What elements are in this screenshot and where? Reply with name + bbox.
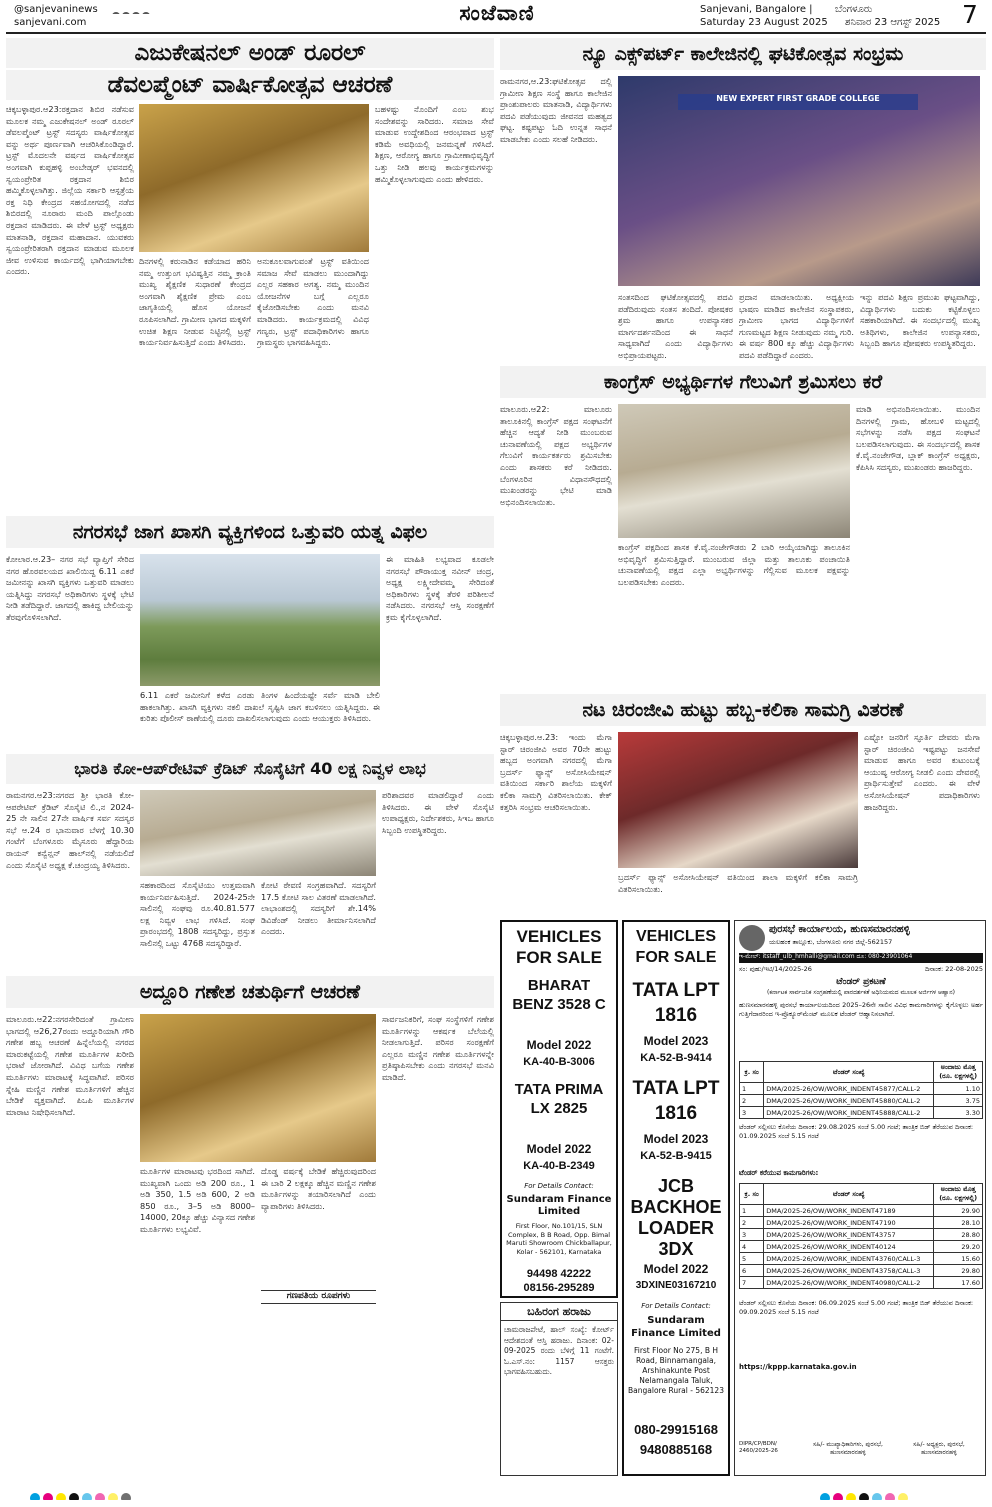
college-headline: ನ್ಯೂ ಎಕ್ಸ್‌ಪರ್ಟ್ ಕಾಲೇಜಿನಲ್ಲಿ ಘಟಿಕೋತ್ಸವ ಸಂಭ್ರಮ xyxy=(500,38,986,70)
college-article xyxy=(500,36,986,414)
tender-table-row xyxy=(740,1095,983,1107)
yellow-dot xyxy=(898,1493,908,1500)
ad1-item2-reg: KA-40-B-2349 xyxy=(523,1160,595,1172)
municipal-body-col3: ಈ ಮಾಹಿತಿ ಲಭ್ಯವಾದ ಕೂಡಲೇ ನಗರಸಭೆ ಪೌರಾಯುಕ್ತ ನವೀನ್ ಚಂದ್ರ, ಅಧ್ಯಕ್ಷ ಲಕ್ಷ್ಮೀದೇವಮ್ಮ ಸೇರಿದಂತೆ ಅಧಿಕಾರಿಗಳು ಸ್ಥಳಕ್ಕೆ ತೆರಳಿ ಪರಿಶೀಲನೆ ನಡೆಸಿದರು. ನಗರಸಭೆ ಆಸ್ತಿ ಸಂರಕ್ಷಣೆಗೆ ಕ್ರಮ ಕೈಗೊಳ್ಳಲಾಗಿದೆ. xyxy=(386,554,494,622)
tender-cell-no: 5 xyxy=(740,1253,764,1265)
chiranjeevi-headline: ನಟ ಚಿರಂಜೀವಿ ಹುಟ್ಟು ಹಬ್ಬ-ಕಲಿಕಾ ಸಾಮಗ್ರಿ ವಿತರಣೆ xyxy=(500,694,986,726)
ad2-contact-label: For Details Contact: xyxy=(641,1302,711,1310)
college-body-col3: ಪ್ರದಾನ ಮಾಡಲಾಯಿತು. ಅಧ್ಯಕ್ಷೀಯ ಭಾಷಣ ಮಾಡಿದ ಕಾಲೇಜಿನ ಸಂಸ್ಥಾಪಕರು, ಗ್ರಾಮೀಣ ಭಾಗದ ವಿದ್ಯಾರ್ಥಿಗಳಿಗೆ ಗುಣಮಟ್ಟದ ಶಿಕ್ಷಣ ನೀಡುವುದು ನಮ್ಮ ಗುರಿ. ಈ ವರ್ಷ 800 ಕ್ಕೂ ಹೆಚ್ಚು ವಿದ್ಯಾರ್ಥಿಗಳು ಪದವಿ ಪಡೆದಿದ್ದಾರೆ ಎಂದರು. xyxy=(739,292,854,360)
ad1-item1-reg: KA-40-B-3006 xyxy=(523,1056,595,1068)
cyan-dot xyxy=(820,1493,830,1500)
x-icon[interactable] xyxy=(132,12,140,14)
magenta-dot xyxy=(833,1493,843,1500)
tender-cell-no: 4 xyxy=(740,1241,764,1253)
tender-cell-amt: 15.60 xyxy=(934,1253,983,1265)
tender-email: ಇ-ಮೇಲ್: itstaff_ulb_hmhalli@gmail.com ದೂ: 080-23901064 xyxy=(739,953,983,963)
tender-cell-amt: 29.90 xyxy=(934,1205,983,1217)
cyan-dot xyxy=(872,1493,882,1500)
cyan-dot xyxy=(82,1493,92,1500)
ganesha-body-col2: ಮೂರ್ತಿಗಳ ಮಾರಾಟವು ಭರದಿಂದ ಸಾಗಿದೆ. ಮುಖ್ಯವಾಗಿ ಒಂದು ಅಡಿ 200 ರೂ., 1 ಅಡಿ 350, 1.5 ಅಡಿ 600, 2 ಅಡಿ 850 ರೂ., 3–5 ಅಡಿ 8000–14000, 20ಕ್ಕೂ ಹೆಚ್ಚು ವಿನ್ಯಾಸದ ಗಣೇಶ ಮೂರ್ತಿಗಳು ಲಭ್ಯವಿವೆ. xyxy=(140,1166,255,1234)
tender-cell-no: 3 xyxy=(740,1107,764,1119)
bharathi-body-col2: ಸಹಕಾರದಿಂದ ಸೊಸೈಟಿಯು ಉತ್ತಮವಾಗಿ ಕಾರ್ಯನಿರ್ವಹಿಸುತ್ತಿದೆ. 2024-25ನೇ ಸಾಲಿನಲ್ಲಿ ಸಂಘವು ರೂ.40.81.577 ಲಕ್ಷ ನಿವ್ವಳ ಲಾಭ ಗಳಿಸಿದೆ. ಸಂಘ ಪ್ರಾರಂಭದಲ್ಲಿ 1808 ಸದಸ್ಯರಿದ್ದು, ಪ್ರಸ್ತುತ ಸಾಲಿನಲ್ಲಿ ಒಟ್ಟು 4768 ಸದಸ್ಯರಿದ್ದಾರೆ. xyxy=(140,880,255,948)
tender-cell-no: 2 xyxy=(740,1217,764,1229)
tender-cell-amt: 29.80 xyxy=(934,1265,983,1277)
tender-ref: ಸಂ: ಪುಹು/ಇಟಿ/14/2025-26 xyxy=(739,965,812,973)
page-header xyxy=(0,0,992,30)
tender-table1-dates: ಟೆಂಡರ್ ಸಲ್ಲಿಸಲು ಕೊನೆಯ ದಿನಾಂಕ: 29.08.2025 ಸಂಜೆ 5.00 ಗಂಟೆ; ತಾಂತ್ರಿಕ ಬಿಡ್ ತೆರೆಯುವ ದಿನಾಂಕ: 01.09.2025 ಸಂಜೆ 5.15 ಗಂಟೆ xyxy=(739,1123,974,1140)
tender-cell-ref: DMA/2025-26/OW/WORK_INDENT40124 xyxy=(764,1241,934,1253)
tender-cell-ref: DMA/2025-26/OW/WORK_INDENT47189 xyxy=(764,1205,934,1217)
college-body-col1: ರಾಮನಗರ,ಆ.23:ಘಟಿಕೋತ್ಸವ ದಲ್ಲಿ ಗ್ರಾಮೀಣ ಶಿಕ್ಷಣ ಸಂಸ್ಥೆ ಹಾಗೂ ಕಾಲೇಜಿನ ಪ್ರಾಂಶುಪಾಲರು ಮಾತನಾಡಿ, ವಿದ್ಯಾರ್ಥಿಗಳು ಪದವಿ ಪಡೆಯುವುದು ಜೀವನದ ಮಹತ್ವದ ಘಟ್ಟ. ಕಷ್ಟಪಟ್ಟು ಓದಿ ಉನ್ನತ ಸಾಧನೆ ಮಾಡಬೇಕು ಎಂದು ಸಲಹೆ ನೀಡಿದರು. xyxy=(500,76,612,144)
education-body-col4: ಬಹಳಷ್ಟು ನೊಂದಿಗೆ ಎಂಬ ಶುಭ ಸಂದೇಶವನ್ನು ಸಾರಿದರು. ಸಮಾಜ ಸೇವೆ ಮಾಡುವ ಉದ್ದೇಶದಿಂದ ಆರಂಭವಾದ ಟ್ರಸ್ಟ್ ಕಡಿಮೆ ಅವಧಿಯಲ್ಲಿ ಜನಮನ್ನಣೆ ಗಳಿಸಿದೆ. ಶಿಕ್ಷಣ, ಆರೋಗ್ಯ ಹಾಗೂ ಗ್ರಾಮೀಣಾಭಿವೃದ್ಧಿಗೆ ಒತ್ತು ನೀಡಿ ಹಲವು ಕಾರ್ಯಕ್ರಮಗಳನ್ನು ಹಮ್ಮಿಕೊಳ್ಳಲಾಗುವುದು ಎಂದು ಹೇಳಿದರು. xyxy=(375,104,494,184)
black-dot xyxy=(69,1493,79,1500)
congress-photo xyxy=(618,404,850,538)
tender-cell-no: 7 xyxy=(740,1277,764,1289)
municipal-body-col1: ಕೋಲಾರ.ಆ.23– ನಗರ ಸಭೆ ವ್ಯಾಪ್ತಿಗೆ ಸೇರಿದ ನಗರ ಹೊರವಲಯದ ಖಾಲಿಯಿದ್ದ 6.11 ಎಕರೆ ಜಮೀನನ್ನು ಖಾಸಗಿ ವ್ಯಕ್ತಿಗಳು ಒತ್ತುವರಿ ಮಾಡಲು ಯತ್ನಿಸಿದ್ದು ನಗರಸಭೆ ಅಧಿಕಾರಿಗಳು ಸ್ಥಳಕ್ಕೆ ಭೇಟಿ ನೀಡಿ ತಡೆದಿದ್ದಾರೆ. ಜಾಗದಲ್ಲಿ ಹಾಕಿದ್ದ ಬೇಲಿಯನ್ನು ತೆರವುಗೊಳಿಸಲಾಗಿದೆ. xyxy=(6,554,134,622)
congress-body-col2: ಕಾಂಗ್ರೆಸ್ ಪಕ್ಷದಿಂದ ಶಾಸಕ ಕೆ.ವೈ.ನಂಜೇಗೌಡರು 2 ಬಾರಿ ಆಯ್ಕೆಯಾಗಿದ್ದು ತಾಲೂಕಿನ ಅಭಿವೃದ್ಧಿಗೆ ಶ್ರಮಿಸುತ್ತಿದ್ದಾರೆ. ಮುಂಬರುವ ಜಿಲ್ಲಾ ಮತ್ತು ತಾಲೂಕು ಪಂಚಾಯಿತಿ ಚುನಾವಣೆಯಲ್ಲಿ ಪಕ್ಷದ ಎಲ್ಲಾ ಅಭ್ಯರ್ಥಿಗಳನ್ನು ಗೆಲ್ಲಿಸುವ ಮೂಲಕ ಪಕ್ಷವನ್ನು ಬಲಪಡಿಸಬೇಕು ಎಂದರು. xyxy=(618,542,850,587)
tender-website[interactable]: https://kppp.karnataka.gov.in xyxy=(739,1363,857,1371)
tender-table-row xyxy=(740,1107,983,1119)
municipal-body-col2: 6.11 ಎಕರೆ ಜಮೀನಿಗೆ ಕಳೆದ ಎರಡು ತಿಂಗಳ ಹಿಂದೆಯಷ್ಟೇ ಸರ್ವೆ ಮಾಡಿ ಬೇಲಿ ಹಾಕಲಾಗಿತ್ತು. ಖಾಸಗಿ ವ್ಯಕ್ತಿಗಳು ನಕಲಿ ದಾಖಲೆ ಸೃಷ್ಟಿಸಿ ಜಾಗ ಕಬಳಿಸಲು ಯತ್ನಿಸಿದ್ದರು. ಈ ಕುರಿತು ಪೊಲೀಸ್ ಠಾಣೆಯಲ್ಲಿ ದೂರು ದಾಖಲಿಸಲಾಗುವುದು ಎಂದು ಆಯುಕ್ತರು ತಿಳಿಸಿದರು. xyxy=(140,690,380,724)
tender-table-row xyxy=(740,1217,983,1229)
tender-notice-sub: (ಕರ್ನಾಟಕ ಸಾರ್ವಜನಿಕ ಸಂಗ್ರಹಣೆಯಲ್ಲಿ ಪಾರದರ್ಶಕತೆ ಅಧಿನಿಯಮದ ಮೂಲಕ ಅರ್ಜಿಗಳ ಆಹ್ವಾನ) xyxy=(767,989,955,996)
magenta-dot xyxy=(43,1493,53,1500)
education-headline-line1: ಎಜುಕೇಷನಲ್ ಅಂಡ್ ರೂರಲ್ xyxy=(6,38,494,68)
tender-cell-ref: DMA/2025-26/OW/WORK_INDENT47190 xyxy=(764,1217,934,1229)
education-body-col2: ದಿನಗಳಲ್ಲಿ ಕರುನಾಡಿನ ಕಡೆಯಾದ ಹರಿನಿ ನಮ್ಮ ಉತ್ತುಂಗ ಭವಿಷ್ಯತ್ತಿನ ನಮ್ಮ ಕ್ರಾಂತಿ ಮುಖ್ಯ ಶೈಕ್ಷಣಿಕ ಸುಧಾರಣೆ ಕೇಂದ್ರದ ಅಂಗವಾಗಿ ಶೈಕ್ಷಣಿಕ ಪ್ರೇಮ ಎಂಬ ಜಾಗೃತಿಯಲ್ಲಿ ಹೊಸ ಯೋಜನೆ ರೂಪಿಸಲಾಗಿದೆ. ಗ್ರಾಮೀಣ ಭಾಗದ ಮಕ್ಕಳಿಗೆ ಉಚಿತ ಶಿಕ್ಷಣ ನೀಡುವ ನಿಟ್ಟಿನಲ್ಲಿ ಟ್ರಸ್ಟ್ ಕಾರ್ಯನಿರ್ವಹಿಸುತ್ತಿದೆ ಎಂದು ತಿಳಿಸಿದರು. xyxy=(139,256,251,348)
chiranjeevi-caption: ಬ್ರದರ್ಸ್ ಫ್ಯಾನ್ಸ್ ಅಸೋಸಿಯೇಷನ್ ವತಿಯಿಂದ ಶಾಲಾ ಮಕ್ಕಳಿಗೆ ಕಲಿಕಾ ಸಾಮಗ್ರಿ ವಿತರಿಸಲಾಯಿತು. xyxy=(618,872,858,894)
cyan-dot xyxy=(30,1493,40,1500)
tender-table-row xyxy=(740,1277,983,1289)
ad1-title: VEHICLES FOR SALE xyxy=(516,927,602,967)
social-icons xyxy=(112,5,162,14)
youtube-icon[interactable] xyxy=(142,12,150,14)
chiranjeevi-body-col3: ಎಷ್ಟೋ ಜನರಿಗೆ ಸ್ಫೂರ್ತಿ ದೇವರು ಮೆಗಾ ಸ್ಟಾರ್ ಚಿರಂಜೀವಿ ಇಷ್ಟಪಟ್ಟು ಜನಸೇವೆ ಮಾಡುವ ಹಾಗೂ ಅವರ ಕುಟುಂಬಕ್ಕೆ ಆಯುಷ್ಯ ಆರೋಗ್ಯ ನೀಡಲಿ ಎಂದು ದೇವರಲ್ಲಿ ಪ್ರಾರ್ಥಿಸುತ್ತೇವೆ ಎಂದರು. ಈ ವೇಳೆ ಅಸೋಸಿಯೇಷನ್ ಪದಾಧಿಕಾರಿಗಳು ಹಾಜರಿದ್ದರು. xyxy=(864,732,980,812)
color-registration-right xyxy=(820,1488,980,1500)
ganesha-body-col1: ಮಾಲೂರು.ಆ22:ನಗರಸೇರಿದಂತೆ ಗ್ರಾಮೀಣ ಭಾಗದಲ್ಲಿ ಆ26,27ರಂದು ಅದ್ದೂರಿಯಾಗಿ ಗೌರಿ ಗಣೇಶ ಹಬ್ಬ ಆಚರಣೆ ಹಿನ್ನೆಲೆಯಲ್ಲಿ ನಗರದ ಮಾರುಕಟ್ಟೆಯಲ್ಲಿ ಗಣೇಶ ಮೂರ್ತಿಗಳ ಖರೀದಿ ಭರಾಟೆ ಜೋರಾಗಿದೆ. ವಿವಿಧ ಬಗೆಯ ಗಣೇಶ ಮೂರ್ತಿಗಳು ಮಾರಾಟಕ್ಕೆ ಸಿದ್ಧವಾಗಿವೆ. ಪರಿಸರ ಸ್ನೇಹಿ ಮಣ್ಣಿನ ಗಣೇಶ ಮೂರ್ತಿಗಳಿಗೆ ಹೆಚ್ಚಿನ ಬೇಡಿಕೆ ವ್ಯಕ್ತವಾಗಿದೆ. ಪಿಒಪಿ ಮೂರ್ತಿಗಳ ಮಾರಾಟ ನಿಷೇಧಿಸಲಾಗಿದೆ. xyxy=(6,1014,134,1117)
tender-cell-no: 6 xyxy=(740,1265,764,1277)
tender-table-row xyxy=(740,1083,983,1095)
vehicles-ad-2 xyxy=(622,920,730,1476)
tender-cell-amt: 1.10 xyxy=(934,1083,983,1095)
tender-cell-ref: DMA/2025-26/OW/WORK_INDENT45880/CALL-2 xyxy=(764,1095,934,1107)
website-link[interactable]: sanjevani.com xyxy=(14,17,87,28)
black-dot xyxy=(859,1493,869,1500)
chiranjeevi-body-col1: ಚಿಕ್ಕಬಳ್ಳಾಪುರ.ಆ.23: ಇಂದು ಮೆಗಾ ಸ್ಟಾರ್ ಚಿರಂಜೀವಿ ಅವರ 70ನೇ ಹುಟ್ಟು ಹಬ್ಬದ ಅಂಗವಾಗಿ ನಗರದಲ್ಲಿ ಮೆಗಾ ಬ್ರದರ್ಸ್ ಫ್ಯಾನ್ಸ್ ಅಸೋಸಿಯೇಷನ್ ವತಿಯಿಂದ ಸರ್ಕಾರಿ ಶಾಲೆಯ ಮಕ್ಕಳಿಗೆ ಕಲಿಕಾ ಸಾಮಗ್ರಿ ವಿತರಿಸಲಾಯಿತು. ಕೇಕ್ ಕತ್ತರಿಸಿ ಸಂಭ್ರಮ ಆಚರಿಸಲಾಯಿತು. xyxy=(500,732,612,812)
auction-notice xyxy=(500,1302,618,1476)
ad2-item3-model: Model 2022 xyxy=(643,1262,709,1276)
ganesha-column3 xyxy=(261,1166,376,1474)
ad1-company: Sundaram Finance Limited xyxy=(506,1194,612,1217)
congress-article xyxy=(500,366,986,686)
ad2-item1-name: TATA LPT 1816 xyxy=(632,980,720,1026)
education-body-col3: ಅನುಕೂಲವಾಗುವಂತೆ ಟ್ರಸ್ಟ್ ವತಿಯಿಂದ ಸಮಾಜ ಸೇವೆ ಮಾಡಲು ಮುಂದಾಗಿದ್ದು ಎಲ್ಲರ ಸಹಕಾರ ಅಗತ್ಯ. ನಮ್ಮ ಮುಂದಿನ ಯೋಜನೆಗಳ ಬಗ್ಗೆ ಎಲ್ಲರೂ ಕೈಜೋಡಿಸಬೇಕು ಎಂದು ಮನವಿ ಮಾಡಿದರು. ಕಾರ್ಯಕ್ರಮದಲ್ಲಿ ವಿವಿಧ ಗಣ್ಯರು, ಟ್ರಸ್ಟ್ ಪದಾಧಿಕಾರಿಗಳು ಹಾಗೂ ಗ್ರಾಮಸ್ಥರು ಭಾಗವಹಿಸಿದ್ದರು. xyxy=(257,256,369,348)
ad2-phone2[interactable]: 9480885168 xyxy=(639,1442,713,1457)
college-banner: NEW EXPERT FIRST GRADE COLLEGE xyxy=(678,94,918,110)
ganesha-body-col4: ಸಾರ್ವಜನಿಕರಿಗೆ, ಸಂಘ ಸಂಸ್ಥೆಗಳಿಗೆ ಗಣೇಶ ಮೂರ್ತಿಗಳನ್ನು ಆಕರ್ಷಕ ಬೆಲೆಯಲ್ಲಿ ನೀಡಲಾಗುತ್ತಿದೆ. ಪರಿಸರ ಸಂರಕ್ಷಣೆಗೆ ಎಲ್ಲರೂ ಮಣ್ಣಿನ ಗಣೇಶ ಮೂರ್ತಿಗಳನ್ನೇ ಪ್ರತಿಷ್ಠಾಪಿಸಬೇಕು ಎಂದು ನಗರಸಭೆ ಮನವಿ ಮಾಡಿದೆ. xyxy=(382,1014,494,1082)
chiranjeevi-photo xyxy=(618,732,858,868)
tender-date: ದಿನಾಂಕ: 22-08-2025 xyxy=(925,965,983,973)
college-body-col4: ಇನ್ನು ಪದವಿ ಶಿಕ್ಷಣ ಪ್ರಮುಖ ಘಟ್ಟವಾಗಿದ್ದು, ವಿದ್ಯಾರ್ಥಿಗಳು ಬದುಕು ಕಟ್ಟಿಕೊಳ್ಳಲು ಸಹಕಾರಿಯಾಗಿದೆ. ಈ ಸಂದರ್ಭದಲ್ಲಿ ಮುಖ್ಯ ಅತಿಥಿಗಳು, ಕಾಲೇಜಿನ ಉಪನ್ಯಾಸಕರು, ಸಿಬ್ಬಂದಿ ಹಾಗೂ ಪೋಷಕರು ಉಪಸ್ಥಿತರಿದ್ದರು. xyxy=(860,292,980,349)
ad1-item2-name: TATA PRIMA LX 2825 xyxy=(514,1081,604,1117)
congress-body-col1: ಮಾಲೂರು.ಆ22: ಮಾಲೂರು ತಾಲೂಕಿನಲ್ಲಿ ಕಾಂಗ್ರೆಸ್ ಪಕ್ಷದ ಸಂಘಟನೆಗೆ ಹೆಚ್ಚಿನ ಆದ್ಯತೆ ನೀಡಿ ಮುಂಬರುವ ಚುನಾವಣೆಯಲ್ಲಿ ಪಕ್ಷದ ಅಭ್ಯರ್ಥಿಗಳ ಗೆಲುವಿಗೆ ಕಾರ್ಯಕರ್ತರು ಶ್ರಮಿಸಬೇಕು ಎಂದು ಶಾಸಕರು ಕರೆ ನೀಡಿದರು. ಬೆಂಗಳೂರಿನ ವಿಧಾನಸೌಧದಲ್ಲಿ ಮುಖಂಡರನ್ನು ಭೇಟಿ ಮಾಡಿ ಅಭಿನಂದಿಸಲಾಯಿತು. xyxy=(500,404,612,507)
auction-title: ಬಹಿರಂಗ ಹರಾಜು xyxy=(501,1303,617,1321)
tender-cell-amt: 3.75 xyxy=(934,1095,983,1107)
edition-city: ಬೆಂಗಳೂರು xyxy=(835,4,873,15)
ad2-item1-model: Model 2023 xyxy=(643,1034,709,1048)
yellow-dot xyxy=(56,1493,66,1500)
date-kannada: ಶನಿವಾರ 23 ಆಗಸ್ಟ್ 2025 xyxy=(845,17,941,28)
ad2-address: First Floor No 275, B H Road, Binnamangala, Arshinakunte Post Nelamangala Taluk, Bangalore Rural - 562123 xyxy=(628,1346,724,1395)
ad2-item2-reg: KA-52-B-9415 xyxy=(640,1150,712,1162)
municipal-photo xyxy=(140,554,380,686)
edition-label: Sanjevani, Bangalore | xyxy=(700,4,813,15)
header-rule xyxy=(6,32,986,34)
social-handle[interactable]: @sanjevaninews xyxy=(14,4,98,15)
black-dot xyxy=(121,1493,131,1500)
tender-notice xyxy=(734,920,986,1476)
ganesha-notice-title: ಗಣಪತಿಯ ರೂಪಗಳು xyxy=(261,1290,376,1304)
tender-cell-amt: 29.20 xyxy=(934,1241,983,1253)
tender-table2-dates: ಟೆಂಡರ್ ಸಲ್ಲಿಸಲು ಕೊನೆಯ ದಿನಾಂಕ: 06.09.2025 ಸಂಜೆ 5.00 ಗಂಟೆ; ತಾಂತ್ರಿಕ ಬಿಡ್ ತೆರೆಯುವ ದಿನಾಂಕ: 09.09.2025 ಸಂಜೆ 5.15 ಗಂಟೆ xyxy=(739,1299,974,1316)
college-body-col2: ಸಂತಸದಿಂದ ಘಟಿಕೋತ್ಸವದಲ್ಲಿ ಪದವಿ ಪಡೆದಿರುವುದು ಸಂತಸ ತಂದಿದೆ. ಪೋಷಕರ ಶ್ರಮ ಹಾಗೂ ಉಪನ್ಯಾಸಕರ ಮಾರ್ಗದರ್ಶನದಿಂದ ಈ ಸಾಧನೆ ಸಾಧ್ಯವಾಗಿದೆ ಎಂದು ವಿದ್ಯಾರ್ಥಿಗಳು ಅಭಿಪ್ರಾಯಪಟ್ಟರು. xyxy=(618,292,733,360)
ganesha-body-col3: ದೊಡ್ಡ ವರ್ಷಕ್ಕೆ ಬೇಡಿಕೆ ಹೆಚ್ಚಿರುವುದರಿಂದ ಈ ಬಾರಿ 2 ಲಕ್ಷಕ್ಕೂ ಹೆಚ್ಚಿನ ಮಣ್ಣಿನ ಗಣೇಶ ಮೂರ್ತಿಗಳನ್ನು ತಯಾರಿಸಲಾಗಿದೆ ಎಂದು ವ್ಯಾಪಾರಿಗಳು ತಿಳಿಸಿದರು. xyxy=(261,1166,376,1211)
tender-col-ref: ಟೆಂಡರ್ ಸಂಖ್ಯೆ xyxy=(764,1184,934,1205)
college-photo xyxy=(618,76,980,286)
tender-cell-amt: 28.10 xyxy=(934,1217,983,1229)
ad1-address: First Floor, No.101/15, SLN Complex, B B Road, Opp. Bimal Maruti Showroom Chickballapur, Kolar - 562101, Karnataka xyxy=(506,1222,612,1256)
tender-table2 xyxy=(739,1183,983,1295)
tender-office: ಪುರಸಭೆ ಕಾರ್ಯಾಲಯ, ಹುಣಸಮಾರನಹಳ್ಳಿ xyxy=(769,924,910,935)
tender-cell-no: 1 xyxy=(740,1205,764,1217)
ganesha-photo xyxy=(140,1014,376,1162)
tender-cell-amt: 3.30 xyxy=(934,1107,983,1119)
tender-cell-ref: DMA/2025-26/OW/WORK_INDENT43758/CALL-3 xyxy=(764,1265,934,1277)
tender-cell-ref: DMA/2025-26/OW/WORK_INDENT43757 xyxy=(764,1229,934,1241)
magenta-dot xyxy=(95,1493,105,1500)
congress-body-col3: ಮಾಡಿ ಅಭಿನಂದಿಸಲಾಯಿತು. ಮುಂದಿನ ದಿನಗಳಲ್ಲಿ ಗ್ರಾಮ, ಹೋಬಳಿ ಮಟ್ಟದಲ್ಲಿ ಸಭೆಗಳನ್ನು ನಡೆಸಿ ಪಕ್ಷದ ಸಂಘಟನೆ ಬಲಪಡಿಸಲಾಗುವುದು. ಈ ಸಂದರ್ಭದಲ್ಲಿ ಶಾಸಕ ಕೆ.ವೈ.ನಂಜೇಗೌಡ, ಬ್ಲಾಕ್ ಕಾಂಗ್ರೆಸ್ ಅಧ್ಯಕ್ಷರು, ಕೆಪಿಸಿಸಿ ಸದಸ್ಯರು, ಮುಖಂಡರು ಹಾಜರಿದ್ದರು. xyxy=(856,404,980,472)
tender-table-row xyxy=(740,1241,983,1253)
ad2-item3-reg: 3DXINE03167210 xyxy=(635,1280,717,1291)
ad2-item2-model: Model 2023 xyxy=(643,1132,709,1146)
bharathi-article xyxy=(6,754,494,970)
tender-col-ref: ಟೆಂಡರ್ ಸಂಖ್ಯೆ xyxy=(764,1062,934,1083)
tender-office-sub: ಯಲಹಂಕ ತಾಲ್ಲೂಕು, ಬೆಂಗಳೂರು ನಗರ ಜಿಲ್ಲೆ-562157 xyxy=(769,938,893,946)
tender-cell-no: 3 xyxy=(740,1229,764,1241)
date-english: Saturday 23 August 2025 xyxy=(700,17,828,28)
tender-intro: ಹುಣಸಮಾರನಹಳ್ಳಿ ಪುರಸಭೆ ಕಾರ್ಯಾಲಯದಿಂದ 2025–26ನೇ ಸಾಲಿನ ವಿವಿಧ ಕಾಮಗಾರಿಗಳನ್ನು ಕೈಗೊಳ್ಳಲು ಅರ್ಹ ಗುತ್ತಿಗೆದಾರರಿಂದ ಇ-ಪ್ರೊಕ್ಯೂರ್‌ಮೆಂಟ್ ಮೂಲಕ ಟೆಂಡರ್ ಆಹ್ವಾನಿಸಲಾಗಿದೆ. xyxy=(739,1001,983,1018)
bharathi-body-col4: ಪರಿಶಾದವರ ಮಾಡಲಿದ್ದಾರೆ ಎಂದು ತಿಳಿಸಿದರು. ಈ ವೇಳೆ ಸೊಸೈಟಿ ಉಪಾಧ್ಯಕ್ಷರು, ನಿರ್ದೇಶಕರು, ಸಿಇಒ ಹಾಗೂ ಸಿಬ್ಬಂದಿ ಉಪಸ್ಥಿತರಿದ್ದರು. xyxy=(382,790,494,835)
ad2-item3-name: JCB BACKHOE LOADER 3DX xyxy=(630,1176,722,1259)
ad2-company: Sundaram Finance Limited xyxy=(631,1315,721,1339)
yellow-dot xyxy=(846,1493,856,1500)
instagram-icon[interactable] xyxy=(122,12,130,14)
municipal-article xyxy=(6,516,494,748)
ad1-item2-model: Model 2022 xyxy=(526,1142,592,1156)
education-body-col1: ಚಿಕ್ಕಬಳ್ಳಾಪುರ.ಆ23:ರಕ್ತದಾನ ಶಿಬಿರ ನಡೆಸುವ ಮೂಲಕ ನಮ್ಮ ಎಜುಕೇಷನಲ್ ಅಂಡ್ ರೂರಲ್ ಡೆವಲಪ್ಮೆಂಟ್ ಟ್ರಸ್ಟ್ ಸದಸ್ಯರು ವಾರ್ಷಿಕೋತ್ಸವ ವನ್ನು ಅರ್ಥ ಪೂರ್ಣವಾಗಿ ಆಚರಿಸಿಕೊಂಡಿದ್ದಾರೆ. ಟ್ರಸ್ಟ್ ಮೊದಲನೇ ವರ್ಷದ ವಾರ್ಷಿಕೋತ್ಸವ ಅಂಗವಾಗಿ ಕುಪ್ಪಹಳ್ಳಿ ಅಂಬೇಡ್ಕರ್ ಭವನದಲ್ಲಿ ಸ್ವಯಂಪ್ರೇರಿತ ರಕ್ತದಾನ ಶಿಬಿರ ಹಮ್ಮಿಕೊಳ್ಳಲಾಗಿತ್ತು. ಜಿಲ್ಲೆಯ ಸರ್ಕಾರಿ ಆಸ್ಪತ್ರೆಯ ರಕ್ತ ನಿಧಿ ಕೇಂದ್ರದ ಸಹಯೋಗದಲ್ಲಿ ನಡೆದ ಶಿಬಿರದಲ್ಲಿ ನೂರಾರು ಮಂದಿ ಪಾಲ್ಗೊಂಡು ರಕ್ತದಾನ ಮಾಡಿದರು. ಈ ವೇಳೆ ಟ್ರಸ್ಟ್ ಅಧ್ಯಕ್ಷರು ಮಾತನಾಡಿ, ರಕ್ತದಾನ ಮಹಾದಾನ. ಯುವಕರು ಸ್ವಯಂಪ್ರೇರಿತರಾಗಿ ರಕ್ತದಾನ ಮಾಡುವ ಮೂಲಕ ಜೀವ ಉಳಿಸುವ ಕಾರ್ಯದಲ್ಲಿ ಭಾಗಿಯಾಗಬೇಕು ಎಂದರು. xyxy=(6,104,134,277)
facebook-icon[interactable] xyxy=(112,12,120,14)
tender-section2: ಟೆಂಡರ್ ಕರೆಯುವ ಕಾಮಗಾರಿಗಳು: xyxy=(739,1169,819,1177)
education-photo xyxy=(139,104,369,252)
tender-cell-amt: 17.60 xyxy=(934,1277,983,1289)
tender-cell-no: 1 xyxy=(740,1083,764,1095)
education-article xyxy=(6,36,494,510)
ad1-contact-label: For Details Contact: xyxy=(524,1182,594,1190)
ganesha-article xyxy=(6,976,494,1476)
yellow-dot xyxy=(108,1493,118,1500)
tender-emblem-icon xyxy=(739,925,765,951)
tender-col-amt: ಅಂದಾಜು ಮೊತ್ತ (ರೂ. ಲಕ್ಷಗಳಲ್ಲಿ) xyxy=(934,1062,983,1083)
ad2-item2-name: TATA LPT 1816 xyxy=(632,1078,720,1124)
bharathi-headline: ಭಾರತಿ ಕೋ-ಆಪ್‌ರೇಟಿವ್ ಕ್ರೆಡಿಟ್ ಸೊಸೈಟಿಗೆ 40 ಲಕ್ಷ ನಿವ್ವಳ ಲಾಭ xyxy=(6,754,494,784)
tender-table-row xyxy=(740,1265,983,1277)
ganesha-headline: ಅದ್ದೂರಿ ಗಣೇಶ ಚತುರ್ಥಿಗೆ ಆಚರಣೆ xyxy=(6,976,494,1008)
tender-notice-title: ಟೆಂಡರ್ ಪ್ರಕಟಣೆ xyxy=(836,977,886,987)
page-number: 7 xyxy=(962,0,978,29)
bharathi-body-col1: ರಾಮನಗರ.ಆ23:ನಗರದ ಶ್ರೀ ಭಾರತಿ ಕೋ-ಆಪರೇಟಿವ್ ಕ್ರೆಡಿಟ್ ಸೊಸೈಟಿ ಲಿ.,ನ 2024-25 ನೇ ಸಾಲಿನ 27ನೇ ವಾರ್ಷಿಕ ಸರ್ವ ಸದಸ್ಯರ ಸಭೆ ಆ.24 ರ ಭಾನುವಾರ ಬೆಳಗ್ಗೆ 10.30 ಗಂಟೆಗೆ ಬೆಂಗಳೂರು ಮೈಸೂರು ಹೆದ್ದಾರಿಯ ರಾಯನ್ ಕನ್ವೆನ್ಷನ್ ಹಾಲ್‌ನಲ್ಲಿ ನಡೆಯಲಿದೆ ಎಂದು ಸೊಸೈಟಿ ಅಧ್ಯಕ್ಷ ಕೆ.ಚಂದ್ರಯ್ಯ ತಿಳಿಸಿದರು. xyxy=(6,790,134,870)
ad1-item1-model: Model 2022 xyxy=(526,1038,592,1052)
education-headline-line2: ಡೆವಲಪ್ಮೆಂಟ್ ವಾರ್ಷಿಕೋತ್ಸವ ಆಚರಣೆ xyxy=(6,70,494,100)
tender-table-row xyxy=(740,1229,983,1241)
ad2-phone1[interactable]: 080-29915168 xyxy=(634,1422,718,1437)
color-registration-left xyxy=(30,1488,230,1500)
tender-table1 xyxy=(739,1061,983,1119)
tender-cell-amt: 28.80 xyxy=(934,1229,983,1241)
tender-cell-no: 2 xyxy=(740,1095,764,1107)
masthead-logo: ಸಂಜೆವಾಣಿ xyxy=(459,1,535,25)
tender-dipr: DIPR/CP/BDN/ 2460/2025-26 xyxy=(739,1441,778,1454)
vehicles-ad-1 xyxy=(500,920,618,1298)
tender-col-amt: ಅಂದಾಜು ಮೊತ್ತ (ರೂ. ಲಕ್ಷಗಳಲ್ಲಿ) xyxy=(934,1184,983,1205)
tender-cell-ref: DMA/2025-26/OW/WORK_INDENT40980/CALL-2 xyxy=(764,1277,934,1289)
tender-cell-ref: DMA/2025-26/OW/WORK_INDENT45877/CALL-2 xyxy=(764,1083,934,1095)
tender-col-no: ಕ್ರ. ಸಂ xyxy=(740,1062,764,1083)
congress-headline: ಕಾಂಗ್ರೆಸ್ ಅಭ್ಯರ್ಥಿಗಳ ಗೆಲುವಿಗೆ ಶ್ರಮಿಸಲು ಕರೆ xyxy=(500,366,986,398)
ad1-phone1[interactable]: 94498 42222 xyxy=(526,1268,592,1280)
tender-sign-right: ಸಹಿ/- ಅಧ್ಯಕ್ಷರು, ಪುರಸಭೆ, ಹುಣಸಮಾರನಹಳ್ಳಿ xyxy=(913,1441,965,1456)
tender-sign-left: ಸಹಿ/- ಮುಖ್ಯಾಧಿಕಾರಿಗಳು, ಪುರಸಭೆ, ಹುಣಸಮಾರನಹಳ್ಳಿ xyxy=(813,1441,883,1456)
municipal-headline: ನಗರಸಭೆ ಜಾಗ ಖಾಸಗಿ ವ್ಯಕ್ತಿಗಳಿಂದ ಒತ್ತುವರಿ ಯತ್ನ ವಿಫಲ xyxy=(6,516,494,548)
magenta-dot xyxy=(885,1493,895,1500)
tender-cell-ref: DMA/2025-26/OW/WORK_INDENT45888/CALL-2 xyxy=(764,1107,934,1119)
tender-col-no: ಕ್ರ. ಸಂ xyxy=(740,1184,764,1205)
ad2-title: VEHICLES FOR SALE xyxy=(635,928,717,966)
bharathi-body-col3: ಕೋಟಿ ಠೇವಣಿ ಸಂಗ್ರಹವಾಗಿದೆ. ಸದಸ್ಯರಿಗೆ 17.5 ಕೋಟಿ ಸಾಲ ವಿತರಣೆ ಮಾಡಲಾಗಿದೆ. ಲಾಭಾಂಶದಲ್ಲಿ ಸದಸ್ಯರಿಗೆ ಶೇ.14% ಡಿವಿಡೆಂಡ್ ನೀಡಲು ತೀರ್ಮಾನಿಸಲಾಗಿದೆ ಎಂದರು. xyxy=(261,880,376,937)
ad1-item1-name: BHARAT BENZ 3528 C xyxy=(512,977,606,1013)
ad1-phone2[interactable]: 08156-295289 xyxy=(523,1282,595,1294)
tender-cell-ref: DMA/2025-26/OW/WORK_INDENT43760/CALL-3 xyxy=(764,1253,934,1265)
tender-table-row xyxy=(740,1205,983,1217)
ad2-item1-reg: KA-52-B-9414 xyxy=(640,1052,712,1064)
chiranjeevi-article xyxy=(500,694,986,916)
tender-table-row xyxy=(740,1253,983,1265)
bharathi-photo xyxy=(140,790,376,876)
auction-body: ಚಾಮರಾಜಪೇಟೆ, ಹಾಲ್ ಸಂಖ್ಯೆ: ಕೋರ್ಟ್ ಆದೇಶದಂತೆ ಆಸ್ತಿ ಹರಾಜು. ದಿನಾಂಕ: 02-09-2025 ರಂದು ಬೆಳಿಗ್ಗೆ 11 ಗಂಟೆಗೆ. ಓ.ಎಸ್.ನಂ: 1157 ಆಸಕ್ತರು ಭಾಗವಹಿಸಬಹುದು. xyxy=(504,1325,614,1376)
